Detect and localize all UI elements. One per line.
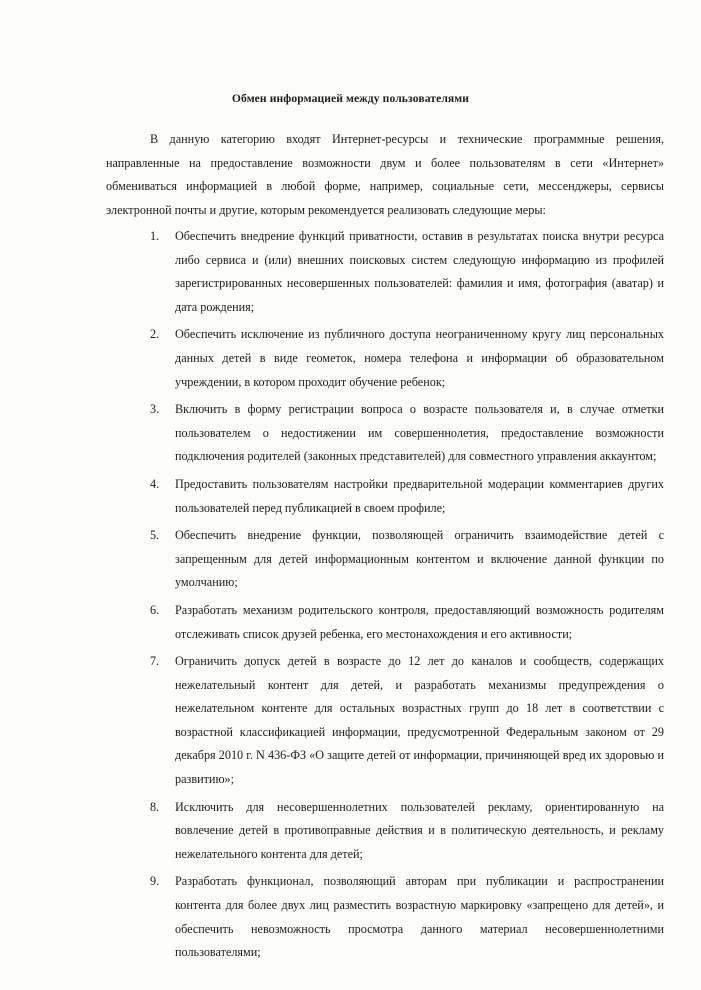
list-item-number: 2. — [150, 327, 160, 342]
list-item-text: Ограничить допуск детей в возрасте до 12 лет до каналов и сообществ, содержащих нежелательный контент для детей, и разработать механизмы предупреждения о нежелательном контенте для остальных возрастных групп до 18 лет в соответствии с возрастной классификацией информации, предусмотренной Федеральным законом от 29 декабря 2010 г. N 436-ФЗ «О защите детей от информации, причиняющей вред их здоровью и развитию»; — [175, 654, 664, 787]
list-item — [150, 524, 664, 595]
list-item-text: Разработать механизм родительского контроля, предоставляющий возможность родителям отслеживать список друзей ребенка, его местонахождения и его активности; — [175, 602, 664, 641]
list-item-number: 5. — [150, 528, 160, 543]
list-item-number: 6. — [150, 602, 160, 617]
list-item-number: 4. — [150, 476, 160, 491]
list-item-number: 1. — [150, 229, 160, 243]
list-item — [150, 323, 664, 394]
intro-paragraph: В данную категорию входят Интернет-ресурсы и технические программные решения, направленные на предоставление возможности двум и более пользователям в сети «Интернет» обмениваться информацией в любой форме, например, социальные сети, мессенджеры, сервисы электронной почты и другие, которым рекомендуется реализовать следующие меры: — [106, 132, 664, 217]
list-item-text: Разработать функционал, позволяющий авторам при публикации и распространении контента для более двух лиц разместить возрастную маркировку «запрещено для детей», и обеспечить невозможность просмотра данного материал несовершеннолетними пользователями; — [175, 874, 664, 960]
list-item — [150, 796, 664, 867]
list-item-number: 8. — [150, 799, 160, 814]
list-item-text: Обеспечить внедрение функции, позволяющей ограничить взаимодействие детей с запрещенным для детей информационным контентом и включение данной функции по умолчанию; — [175, 528, 664, 590]
list-item — [150, 473, 664, 520]
list-item-text: Исключить для несовершеннолетних пользователей рекламу, ориентированную на вовлечение детей в противоправные действия и в политическую деятельность, и рекламу нежелательного контента для детей; — [175, 799, 664, 861]
list-item-text: Обеспечить исключение из публичного доступа неограниченному кругу лиц персональных данных детей в виде геометок, номера телефона и информации об образовательном учреждении, в котором проходит обучение ребенок; — [175, 327, 664, 389]
list-item-text: Предоставить пользователям настройки предварительной модерации комментариев других пользователей перед публикацией в своем профиле; — [175, 476, 664, 515]
list-item-number: 9. — [150, 874, 160, 889]
list-item — [150, 225, 664, 319]
list-item-text: Обеспечить внедрение функций приватности, оставив в результатах поиска внутри ресурса либо сервиса и (или) внешних поисковых систем следующую информацию из профилей зарегистрированных несовершенных пользователей: фамилия и имя, фотография (аватар) и дата рождения; — [175, 229, 664, 314]
measures-list — [150, 225, 664, 969]
list-item-number: 7. — [150, 654, 160, 669]
list-item-text: Включить в форму регистрации вопроса о возрасте пользователя и, в случае отметки пользователем о недостижении им совершеннолетия, предоставление возможности подключения родителей (законных представителей) для совместного управления аккаунтом; — [175, 402, 664, 464]
list-item — [150, 398, 664, 469]
document-title: Обмен информацией между пользователями — [231, 92, 470, 105]
list-item-number: 3. — [150, 402, 160, 417]
list-item — [150, 599, 664, 646]
list-item — [150, 870, 664, 964]
list-item — [150, 650, 664, 792]
